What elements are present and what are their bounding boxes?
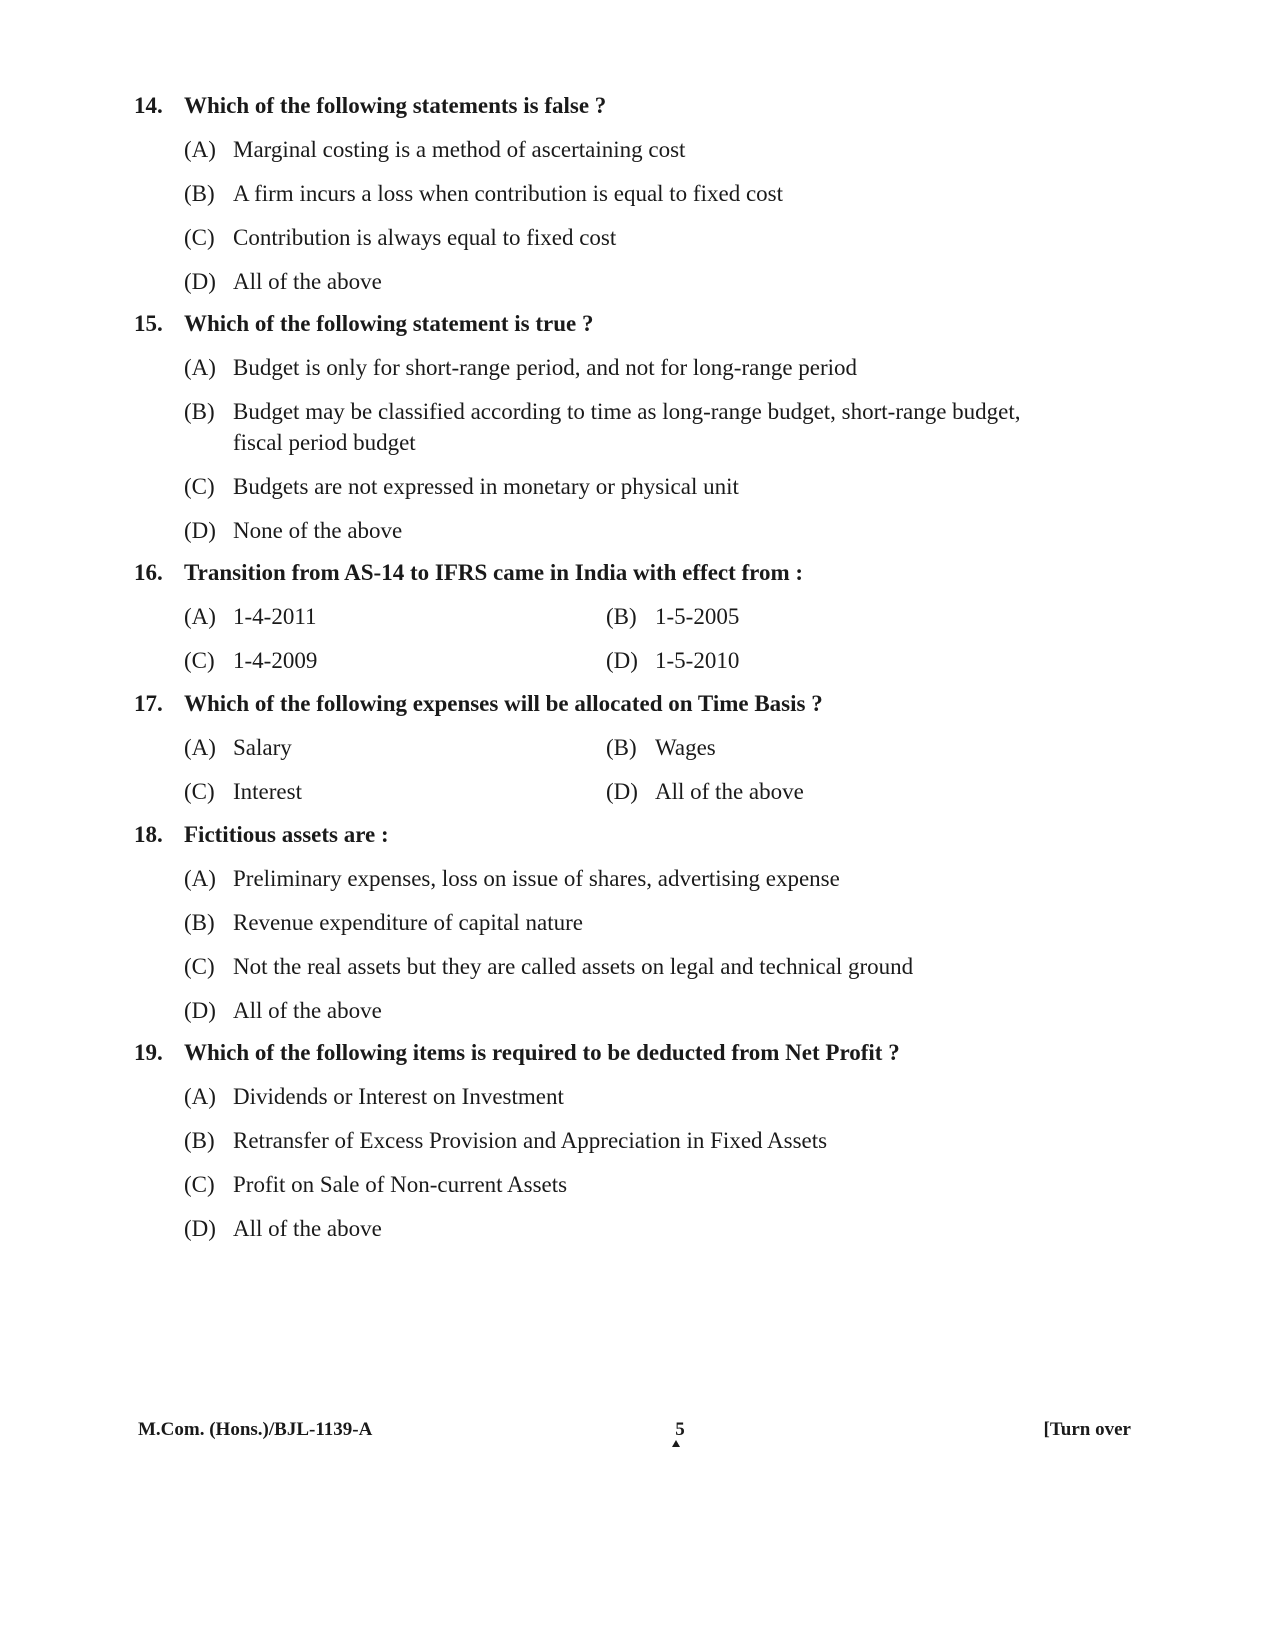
question-text: Which of the following statements is false ? xyxy=(184,93,607,118)
option-letter: (A) xyxy=(184,1084,216,1109)
option-letter: (B) xyxy=(606,735,637,760)
option-d xyxy=(184,995,1134,1026)
option-d xyxy=(184,515,1134,546)
option-b xyxy=(184,396,1064,458)
option-d xyxy=(184,266,1134,297)
option-letter: (B) xyxy=(184,1128,215,1153)
option-b xyxy=(184,1125,1134,1156)
question-number: 19. xyxy=(134,1040,163,1065)
option-letter: (B) xyxy=(184,399,215,424)
option-letter: (C) xyxy=(184,474,215,499)
question-header xyxy=(134,1038,1134,1068)
option-a xyxy=(184,134,1134,165)
question-19 xyxy=(134,1038,1134,1244)
option-text: Budget may be classified according to time as long-range budget, short-range budget, fiscal period budget xyxy=(233,399,1021,455)
question-text: Fictitious assets are : xyxy=(184,822,389,847)
caret-mark-icon xyxy=(672,1440,680,1447)
question-15 xyxy=(134,309,1134,546)
question-header xyxy=(134,91,1134,121)
option-letter: (C) xyxy=(184,1172,215,1197)
option-a xyxy=(184,601,656,632)
option-text: Retransfer of Excess Provision and Appreciation in Fixed Assets xyxy=(233,1128,828,1153)
option-a xyxy=(184,732,656,763)
option-b xyxy=(606,601,1078,632)
option-b xyxy=(606,732,1078,763)
option-letter: (A) xyxy=(184,735,216,760)
question-header xyxy=(134,309,1134,339)
option-row xyxy=(134,601,1134,632)
option-letter: (C) xyxy=(184,954,215,979)
question-17 xyxy=(134,689,1134,807)
option-letter: (B) xyxy=(606,604,637,629)
option-letter: (D) xyxy=(606,779,638,804)
option-b xyxy=(184,178,1134,209)
option-c xyxy=(184,471,1134,502)
option-c xyxy=(184,1169,1134,1200)
option-letter: (C) xyxy=(184,779,215,804)
question-header xyxy=(134,689,1134,719)
option-d xyxy=(184,1213,1134,1244)
option-c xyxy=(184,776,656,807)
option-letter: (B) xyxy=(184,910,215,935)
option-text: Budgets are not expressed in monetary or physical unit xyxy=(233,474,739,499)
option-letter: (B) xyxy=(184,181,215,206)
option-a xyxy=(184,352,1134,383)
option-d xyxy=(606,645,1078,676)
option-text: Wages xyxy=(655,735,716,760)
option-letter: (A) xyxy=(184,866,216,891)
question-16 xyxy=(134,558,1134,676)
option-c xyxy=(184,951,1134,982)
option-letter: (C) xyxy=(184,648,215,673)
question-text: Which of the following expenses will be allocated on Time Basis ? xyxy=(184,691,823,716)
question-header xyxy=(134,820,1134,850)
question-number: 15. xyxy=(134,311,163,336)
option-text: All of the above xyxy=(233,269,382,294)
option-text: 1-4-2009 xyxy=(233,648,318,673)
option-c xyxy=(184,645,656,676)
option-letter: (D) xyxy=(184,269,216,294)
option-text: Contribution is always equal to fixed cost xyxy=(233,225,617,250)
option-text: All of the above xyxy=(233,998,382,1023)
question-header xyxy=(134,558,1134,588)
option-text: None of the above xyxy=(233,518,403,543)
option-row xyxy=(134,776,1134,807)
option-text: Preliminary expenses, loss on issue of shares, advertising expense xyxy=(233,866,840,891)
option-text: A firm incurs a loss when contribution is equal to fixed cost xyxy=(233,181,783,206)
option-text: Revenue expenditure of capital nature xyxy=(233,910,583,935)
question-text: Transition from AS-14 to IFRS came in India with effect from : xyxy=(184,560,804,585)
paper-code: M.Com. (Hons.)/BJL-1139-A xyxy=(138,1419,373,1440)
option-c xyxy=(184,222,1134,253)
question-number: 16. xyxy=(134,560,163,585)
option-text: Dividends or Interest on Investment xyxy=(233,1084,564,1109)
question-18 xyxy=(134,820,1134,1026)
turn-over-note: [Turn over xyxy=(1043,1419,1131,1440)
option-text: 1-4-2011 xyxy=(233,604,317,629)
option-text: Salary xyxy=(233,735,292,760)
option-a xyxy=(184,863,1134,894)
option-b xyxy=(184,907,1134,938)
page-footer xyxy=(134,1418,1134,1448)
option-row xyxy=(134,732,1134,763)
option-d xyxy=(606,776,1078,807)
option-text: All of the above xyxy=(233,1216,382,1241)
option-text: All of the above xyxy=(655,779,804,804)
option-letter: (D) xyxy=(606,648,638,673)
page-number: 5 xyxy=(675,1419,685,1440)
question-number: 17. xyxy=(134,691,163,716)
option-text: Not the real assets but they are called assets on legal and technical ground xyxy=(233,954,914,979)
option-text: 1-5-2005 xyxy=(655,604,740,629)
option-letter: (D) xyxy=(184,1216,216,1241)
option-letter: (D) xyxy=(184,998,216,1023)
option-text: Marginal costing is a method of ascertaining cost xyxy=(233,137,686,162)
option-letter: (A) xyxy=(184,604,216,629)
question-text: Which of the following items is required to be deducted from Net Profit ? xyxy=(184,1040,900,1065)
question-text: Which of the following statement is true ? xyxy=(184,311,594,336)
option-letter: (D) xyxy=(184,518,216,543)
option-letter: (A) xyxy=(184,355,216,380)
option-text: Budget is only for short-range period, and not for long-range period xyxy=(233,355,858,380)
option-text: 1-5-2010 xyxy=(655,648,740,673)
option-text: Profit on Sale of Non-current Assets xyxy=(233,1172,568,1197)
option-text: Interest xyxy=(233,779,302,804)
question-number: 14. xyxy=(134,93,163,118)
question-14 xyxy=(134,91,1134,297)
option-letter: (C) xyxy=(184,225,215,250)
option-a xyxy=(184,1081,1134,1112)
option-letter: (A) xyxy=(184,137,216,162)
option-row xyxy=(134,645,1134,676)
question-number: 18. xyxy=(134,822,163,847)
